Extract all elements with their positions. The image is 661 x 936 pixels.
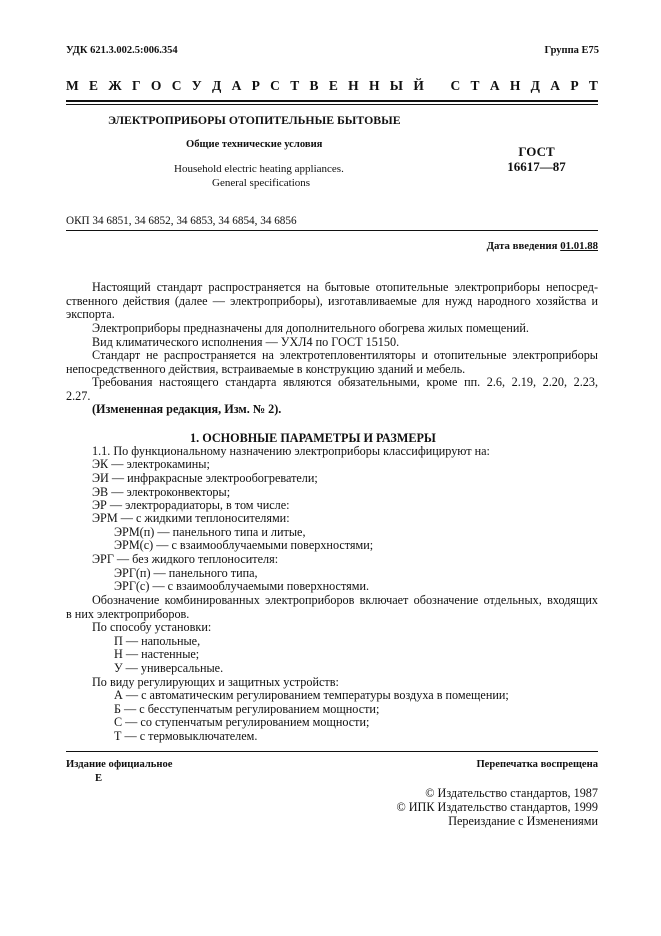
banner-letter: О — [150, 78, 162, 93]
banner-space — [434, 78, 440, 94]
banner-letter: Д — [211, 78, 222, 93]
intro-paragraph-5: Требования настоящего стандарта являются обязательными, кроме пп. 2.6, 2.19, 2.20, 2.23, 2.27. — [66, 375, 598, 403]
banner-letter: М — [66, 78, 79, 93]
amendment-note: (Измененная редакция, Изм. № 2). — [92, 402, 282, 416]
document-subtitle: Общие технические условия — [186, 139, 323, 150]
banner-letter: А — [231, 78, 242, 93]
introduction-date-value: 01.01.88 — [560, 240, 598, 252]
banner-letter: Й — [413, 78, 424, 93]
udk-code: УДК 621.3.002.5:006.354 — [66, 45, 178, 56]
document-title: ЭЛЕКТРОПРИБОРЫ ОТОПИТЕЛЬНЫЕ БЫТОВЫЕ — [108, 113, 401, 127]
edition-mark: Е — [95, 773, 103, 784]
type-ei: ЭИ — инфракрасные электрообогреватели; — [92, 471, 318, 485]
banner-letter: С — [270, 78, 280, 93]
english-title-line-2: General specifications — [212, 177, 311, 189]
banner-letter: Н — [368, 78, 380, 93]
introduction-date-label: Дата введения — [486, 240, 558, 252]
banner-rule-bottom — [66, 104, 598, 105]
control-heading: По виду регулирующих и защитных устройств: — [92, 675, 339, 689]
type-ev: ЭВ — электроконвекторы; — [92, 485, 231, 499]
type-erm-s: ЭРМ(с) — с взаимооблучаемыми поверхностями; — [114, 538, 374, 552]
type-erg-s: ЭРГ(с) — с взаимооблучаемыми поверхностями. — [114, 579, 370, 593]
type-ek: ЭК — электрокамины; — [92, 457, 210, 471]
type-er: ЭР — электрорадиаторы, в том числе: — [92, 498, 290, 512]
installation-heading: По способу установки: — [92, 620, 212, 634]
type-erg: ЭРГ — без жидкого теплоносителя: — [92, 552, 279, 566]
banner-letter: Р — [570, 78, 579, 93]
type-erm-p: ЭРМ(п) — панельного типа и литые, — [114, 525, 306, 539]
banner-letter: Ж — [108, 78, 122, 93]
intro-paragraph-2: Электроприборы предназначены для дополнительного обогрева жилых помещений. — [92, 321, 529, 335]
standard-banner — [66, 78, 598, 94]
banner-rule-top — [66, 100, 598, 102]
footer-rule — [66, 751, 598, 752]
intro-paragraph-1: Настоящий стандарт распространяется на бытовые отопительные электроприборы непосред- ственного действия (далее — электроприборы), изготавливаемые для нужд народного хозяйства и экспорта. — [66, 280, 598, 322]
install-wall: Н — настенные; — [114, 647, 200, 661]
intro-paragraph-4: Стандарт не распространяется на электротепловентиляторы и отопительные электроприборы непосредственного действия, встраиваемые в конструкцию зданий и мебель. — [66, 348, 598, 376]
banner-letter: Г — [132, 78, 141, 93]
control-s: С — со ступенчатым регулированием мощности; — [114, 715, 370, 729]
gost-number: 16617—87 — [507, 159, 566, 174]
section-1-heading: 1. ОСНОВНЫЕ ПАРАМЕТРЫ И РАЗМЕРЫ — [190, 431, 436, 445]
install-universal: У — универсальные. — [114, 661, 224, 675]
gost-label: ГОСТ — [518, 144, 555, 159]
install-floor: П — напольные, — [114, 634, 201, 648]
english-title-line-1: Household electric heating appliances. — [174, 163, 344, 175]
okp-rule — [66, 230, 598, 231]
banner-letter: С — [171, 78, 182, 93]
control-t: Т — с термовыключателем. — [114, 729, 258, 743]
introduction-date — [487, 240, 598, 252]
banner-letter: Н — [509, 78, 521, 93]
type-erg-p: ЭРГ(п) — панельного типа, — [114, 566, 258, 580]
clause-1-1: 1.1. По функциональному назначению электроприборы классифицируют на: — [92, 444, 490, 458]
banner-letter: А — [550, 78, 561, 93]
banner-letter: Е — [328, 78, 338, 93]
control-b: Б — с бесступенчатым регулированием мощности; — [114, 702, 380, 716]
control-a: А — с автоматическим регулированием температуры воздуха в помещении; — [114, 688, 509, 702]
reissue-note: Переиздание с Изменениями — [448, 814, 598, 828]
banner-letter: Р — [251, 78, 260, 93]
copyright-1987: © Издательство стандартов, 1987 — [425, 786, 598, 800]
banner-letter: Н — [348, 78, 359, 93]
banner-letter: Д — [530, 78, 540, 93]
banner-letter: Т — [470, 78, 480, 93]
banner-letter: Е — [89, 78, 99, 93]
copyright-1999: © ИПК Издательство стандартов, 1999 — [396, 800, 598, 814]
intro-paragraph-3: Вид климатического исполнения — УХЛ4 по ГОСТ 15150. — [92, 335, 400, 349]
banner-letter: Т — [588, 78, 598, 93]
banner-letter: В — [309, 78, 319, 93]
type-erm: ЭРМ — с жидкими теплоносителями: — [92, 511, 290, 525]
banner-letter: У — [191, 78, 202, 93]
reprint-forbidden: Перепечатка воспрещена — [476, 759, 598, 770]
combined-designation: Обозначение комбинированных электроприборов включает обозначение отдельных, входящих в них электроприборов. — [66, 593, 598, 621]
official-edition: Издание официальное — [66, 759, 173, 770]
banner-letter: Т — [290, 78, 300, 93]
banner-letter: Ы — [389, 78, 404, 93]
okp-codes: ОКП 34 6851, 34 6852, 34 6853, 34 6854, 34 6856 — [66, 215, 297, 227]
banner-letter: С — [450, 78, 461, 93]
group-code: Группа Е75 — [544, 45, 599, 56]
banner-letter: А — [489, 78, 500, 93]
